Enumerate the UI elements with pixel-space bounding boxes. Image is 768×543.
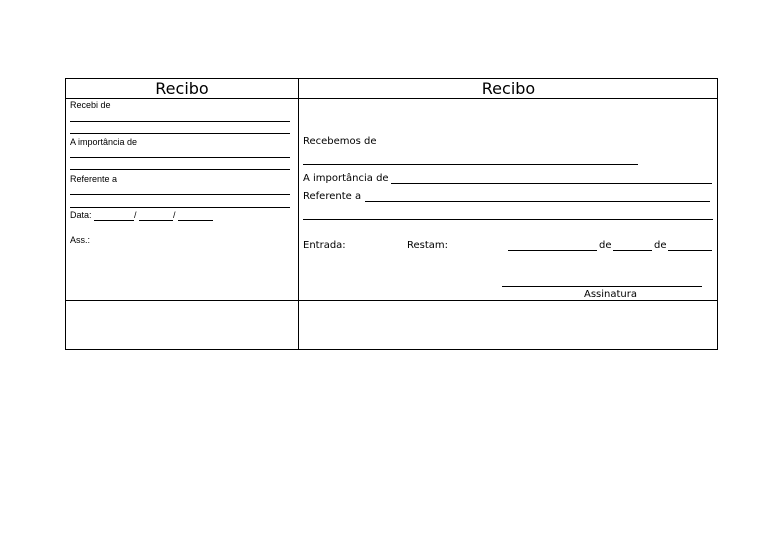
main-regarding-line-2[interactable]	[303, 219, 713, 220]
main-signature-line[interactable]	[502, 286, 702, 287]
main-received-from-line[interactable]	[303, 164, 638, 165]
main-received-from-label: Recebemos de	[303, 136, 377, 147]
stub-date-label: Data:	[70, 210, 92, 220]
stub-regarding-line-1[interactable]	[70, 194, 290, 195]
stub-regarding-line-2[interactable]	[70, 207, 290, 208]
stub-received-from-line-1[interactable]	[70, 121, 290, 122]
receipt-table	[65, 78, 718, 350]
main-city-line[interactable]	[508, 250, 597, 251]
main-de-1: de	[599, 240, 612, 251]
stub-date-year[interactable]	[178, 220, 213, 221]
main-remaining-label: Restam:	[407, 240, 449, 251]
stub-title: Recibo	[155, 79, 209, 98]
main-amount-line[interactable]	[391, 183, 712, 184]
stub-received-from-label: Recebi de	[70, 100, 111, 110]
main-signature-label: Assinatura	[583, 289, 637, 300]
main-entry-label: Entrada:	[303, 240, 346, 251]
stub-date-day[interactable]	[94, 220, 134, 221]
main-day-line[interactable]	[613, 250, 652, 251]
main-amount-label: A importância de	[303, 173, 389, 184]
stub-signature-label: Ass.:	[70, 235, 91, 245]
stub-date-sep-1: /	[134, 210, 137, 220]
main-regarding-line[interactable]	[365, 201, 710, 202]
stub-date-month[interactable]	[139, 220, 173, 221]
main-title: Recibo	[481, 79, 536, 98]
stub-amount-label: A importância de	[70, 137, 138, 147]
main-month-line[interactable]	[668, 250, 712, 251]
stub-amount-line-2[interactable]	[70, 169, 290, 170]
column-divider	[298, 79, 299, 350]
stub-date-sep-2: /	[173, 210, 176, 220]
stub-received-from-line-2[interactable]	[70, 133, 290, 134]
main-de-2: de	[654, 240, 667, 251]
stub-regarding-label: Referente a	[70, 174, 118, 184]
stub-amount-line-1[interactable]	[70, 157, 290, 158]
main-regarding-label: Referente a	[303, 191, 362, 202]
footer-divider	[66, 300, 718, 301]
